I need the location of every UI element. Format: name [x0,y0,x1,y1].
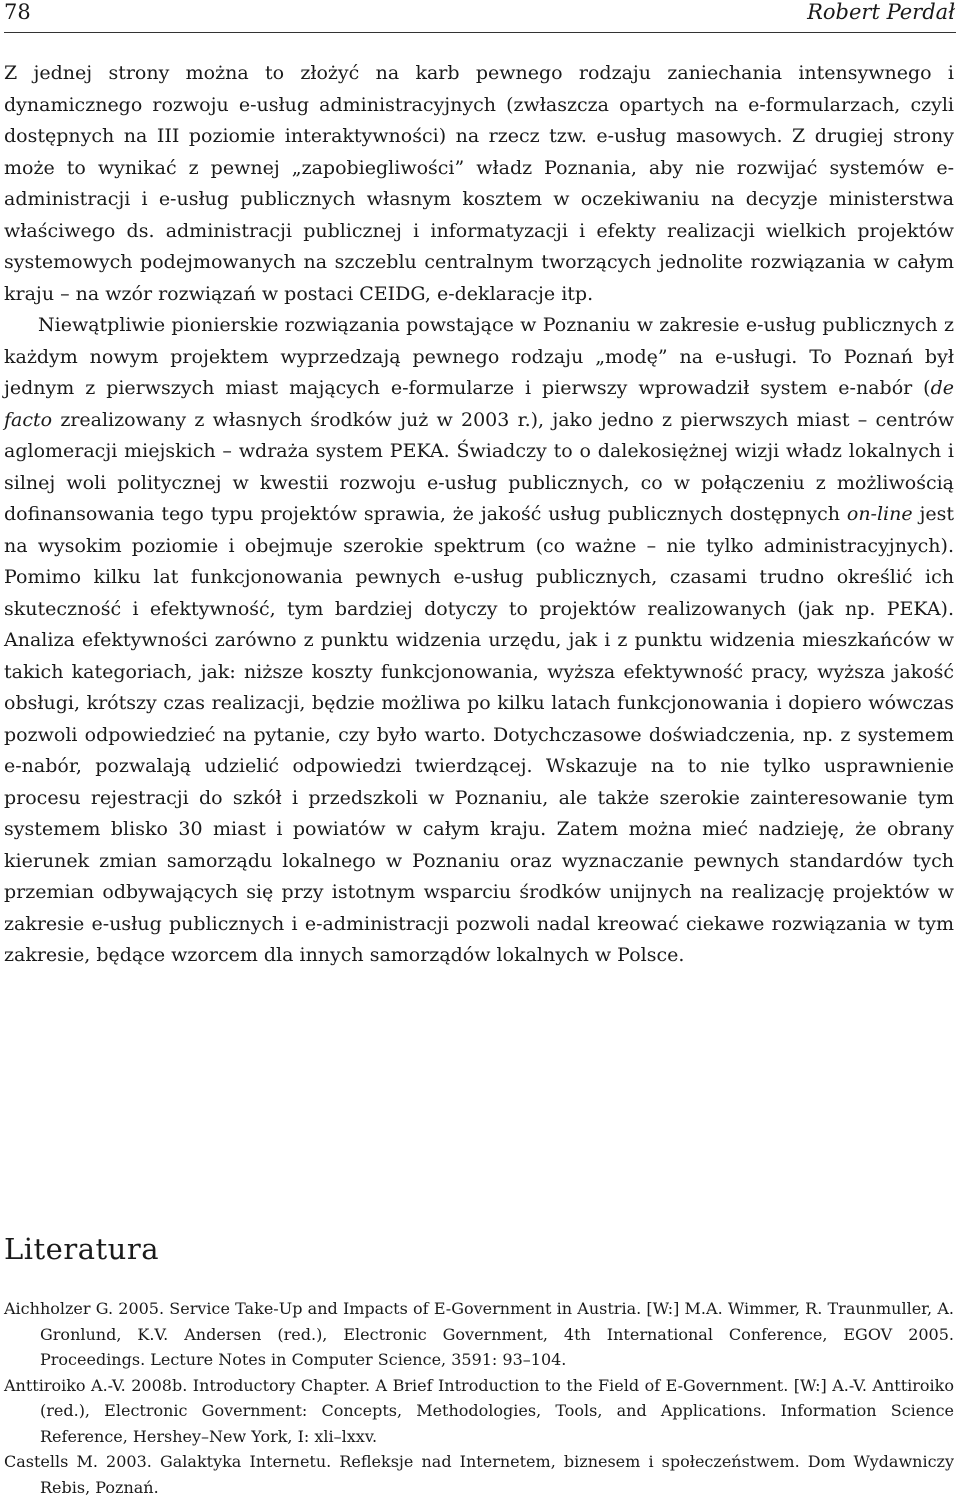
text-segment: jest na wysokim poziomie i obejmuje szerokie spektrum (co ważne – nie tylko administracyjnych). Pomimo kilku lat funkcjonowania pewnych e-usług publicznych, czasami trudno określić ich skuteczność i efektywność, tym bardziej dotyczy to projektów realizowanych (jak np. PEKA). Analiza efektywności zarówno z punktu widzenia urzędu, jak i z punktu widzenia mieszkańców w takich kategoriach, jak: niższe koszty funkcjonowania, wyższa efektywność pracy, wyższa jakość obsługi, krótszy czas realizacji, będzie możliwa po kilku latach funkcjonowania i dopiero wówczas pozwoli odpowiedzieć na pytanie, czy było warto. Dotychczasowe doświadczenia, np. z systemem e-nabór, pozwalają udzielić odpowiedzi twierdzącej. Wskazuje na to nie tylko usprawnienie procesu rejestracji do szkół i przedszkoli w Poznaniu, ale także szerokie zainteresowanie tym systemem blisko 30 miast i powiatów w całym kraju. Zatem można mieć nadzieję, że obrany kierunek zmian samorządu lokalnego w Poznaniu oraz wyznaczanie pewnych standardów tych przemian odbywających się przy istotnym wsparciu środków unijnych na realizację projektów w zakresie e-usług publicznych i e-administracji pozwoli nadal kreować ciekawe rozwiązania w tym zakresie, będące wzorcem dla innych samorządów lokalnych w Polsce. [4,503,954,966]
italic-term: de facto [4,377,954,431]
paragraph: Z jednej strony można to złożyć na karb pewnego rodzaju zaniechania intensywnego i dynamicznego rozwoju e-usług administracyjnych (zwłaszcza opartych na e-formularzach, czyli dostępnych na III poziomie interaktywności) na rzecz tzw. e-usług masowych. Z drugiej strony może to wynikać z pewnej „zapobiegliwości” władz Poznania, aby nie rozwijać systemów e-administracji i e-usług publicznych własnym kosztem w oczekiwaniu na decyzje ministerstwa właściwego ds. administracji publicznej i informatyzacji i efekty realizacji wielkich projektów systemowych podejmowanych na szczeblu centralnym tworzących jednolite rozwiązania w całym kraju – na wzór rozwiązań w postaci CEIDG, e-deklaracje itp. [4,62,954,305]
italic-term: on-line [846,503,913,525]
header-rule [4,32,956,33]
text-segment: Niewątpliwie pionierskie rozwiązania powstające w Poznaniu w zakresie e-usług publicznych z każdym nowym projektem wyprzedzają pewnego rodzaju „modę” na e-usługi. To Poznań był jednym z pierwszych miast mających e-formularze i pierwszy wprowadził system e-nabór ( [4,314,954,399]
reference-item: Aichholzer G. 2005. Service Take-Up and Impacts of E-Government in Austria. [W:] M.A. Wimmer, R. Traunmuller, A. Gronlund, K.V. Andersen (red.), Electronic Government, 4th International Conference, EGOV 2005. Proceedings. Lecture Notes in Computer Science, 3591: 93–104. [4,1299,954,1369]
reference-item: Castells M. 2003. Galaktyka Internetu. Refleksje nad Internetem, biznesem i społeczeństwem. Dom Wydawniczy Rebis, Poznań. [4,1452,954,1497]
running-head-author: Robert Perdał [807,0,955,24]
text-segment: zrealizowany z własnych środków już w 2003 r.), jako jedno z pierwszych miast – centrów aglomeracji miejskich – wdraża system PEKA. Świadczy to o dalekosiężnej wizji władz lokalnych i silnej woli politycznej w kwestii rozwoju e-usług publicznych, co w połączeniu z możliwością dofinansowania tego typu projektów sprawia, że jakość usług publicznych dostępnych [4,408,954,525]
reference-list [4,1296,954,1500]
page-header [0,0,960,30]
section-heading: Literatura [4,1232,159,1266]
body-text [4,58,954,972]
reference-item: Anttiroiko A.-V. 2008b. Introductory Chapter. A Brief Introduction to the Field of E-Government. [W:] A.-V. Anttiroiko (red.), Electronic Government: Concepts, Methodologies, Tools, and Applications. Information Science Reference, Hershey–New York, I: xli–lxxv. [4,1375,954,1446]
paragraph [4,310,954,972]
page-number: 78 [4,0,31,24]
